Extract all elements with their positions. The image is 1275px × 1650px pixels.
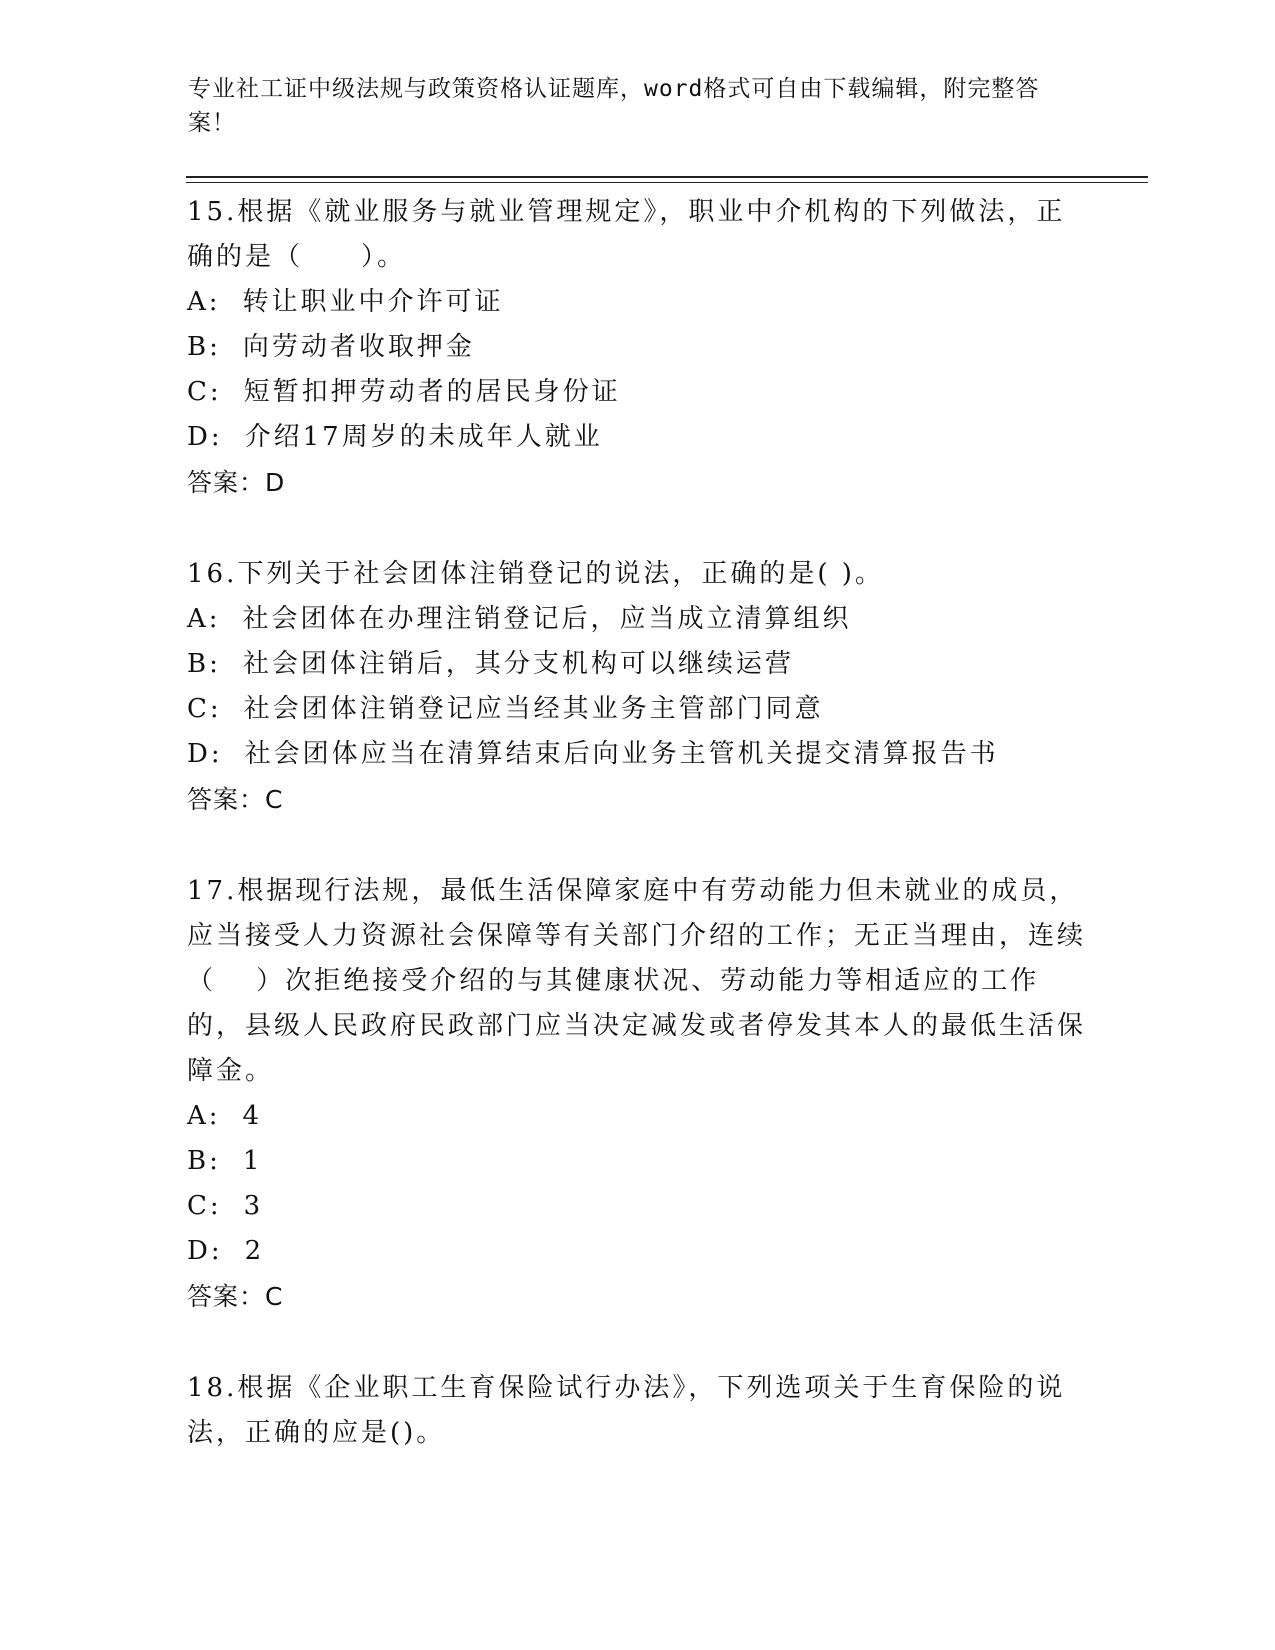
option-c bbox=[187, 687, 1087, 732]
option-letter: A: bbox=[187, 604, 221, 634]
option-text: 向劳动者收取押金 bbox=[242, 332, 475, 362]
option-letter: D: bbox=[187, 739, 223, 769]
option-letter: A: bbox=[187, 1101, 221, 1131]
option-d bbox=[187, 415, 1087, 460]
option-a bbox=[187, 1094, 1087, 1139]
option-a bbox=[187, 597, 1087, 642]
option-text: 社会团体注销登记应当经其业务主管部门同意 bbox=[243, 694, 824, 724]
option-b bbox=[187, 1139, 1087, 1184]
option-letter: D: bbox=[187, 1236, 223, 1266]
option-b bbox=[187, 642, 1087, 687]
option-d bbox=[187, 1229, 1087, 1274]
question-stem: 16.下列关于社会团体注销登记的说法，正确的是( )。 bbox=[187, 559, 884, 589]
question-17 bbox=[187, 869, 1087, 1320]
option-text: 社会团体在办理注销登记后，应当成立清算组织 bbox=[242, 604, 852, 634]
option-letter: D: bbox=[187, 422, 223, 452]
option-text: 介绍17周岁的未成年人就业 bbox=[244, 422, 603, 452]
option-letter: B: bbox=[187, 649, 221, 679]
option-a bbox=[187, 280, 1087, 325]
question-15 bbox=[187, 190, 1087, 506]
option-text: 1 bbox=[242, 1146, 263, 1176]
document-header: 专业社工证中级法规与政策资格认证题库，word格式可自由下载编辑，附完整答案！ bbox=[188, 76, 1040, 136]
answer-line: 答案：C bbox=[187, 1282, 284, 1311]
option-letter: A: bbox=[187, 287, 221, 317]
option-letter: C: bbox=[187, 694, 222, 724]
option-text: 3 bbox=[243, 1191, 264, 1221]
question-stem: 15.根据《就业服务与就业管理规定》，职业中介机构的下列做法，正确的是（ ）。 bbox=[187, 197, 1066, 272]
question-stem: 17.根据现行法规，最低生活保障家庭中有劳动能力但未就业的成员，应当接受人力资源社会保障等有关部门介绍的工作；无正当理由，连续（ ）次拒绝接受介绍的与其健康状况、劳动能力等相适应的工作的，县级人民政府民政部门应当决定减发或者停发其本人的最低生活保障金。 bbox=[187, 876, 1087, 1086]
question-stem: 18.根据《企业职工生育保险试行办法》，下列选项关于生育保险的说法，正确的应是()。 bbox=[187, 1373, 1066, 1448]
option-letter: B: bbox=[187, 1146, 221, 1176]
answer-line: 答案：C bbox=[187, 785, 284, 814]
option-letter: C: bbox=[187, 377, 222, 407]
option-text: 4 bbox=[242, 1101, 263, 1131]
question-18 bbox=[187, 1366, 1087, 1456]
option-text: 社会团体注销后，其分支机构可以继续运营 bbox=[242, 649, 794, 679]
question-16 bbox=[187, 552, 1087, 823]
option-letter: C: bbox=[187, 1191, 222, 1221]
option-letter: B: bbox=[187, 332, 221, 362]
option-text: 2 bbox=[244, 1236, 265, 1266]
option-text: 社会团体应当在清算结束后向业务主管机关提交清算报告书 bbox=[244, 739, 999, 769]
option-c bbox=[187, 1184, 1087, 1229]
option-b bbox=[187, 325, 1087, 370]
option-d bbox=[187, 732, 1087, 777]
option-text: 转让职业中介许可证 bbox=[242, 287, 504, 317]
option-c bbox=[187, 370, 1087, 415]
option-text: 短暂扣押劳动者的居民身份证 bbox=[243, 377, 621, 407]
answer-line: 答案：D bbox=[187, 468, 286, 497]
question-list bbox=[187, 190, 1087, 1502]
header-divider bbox=[186, 176, 1148, 183]
